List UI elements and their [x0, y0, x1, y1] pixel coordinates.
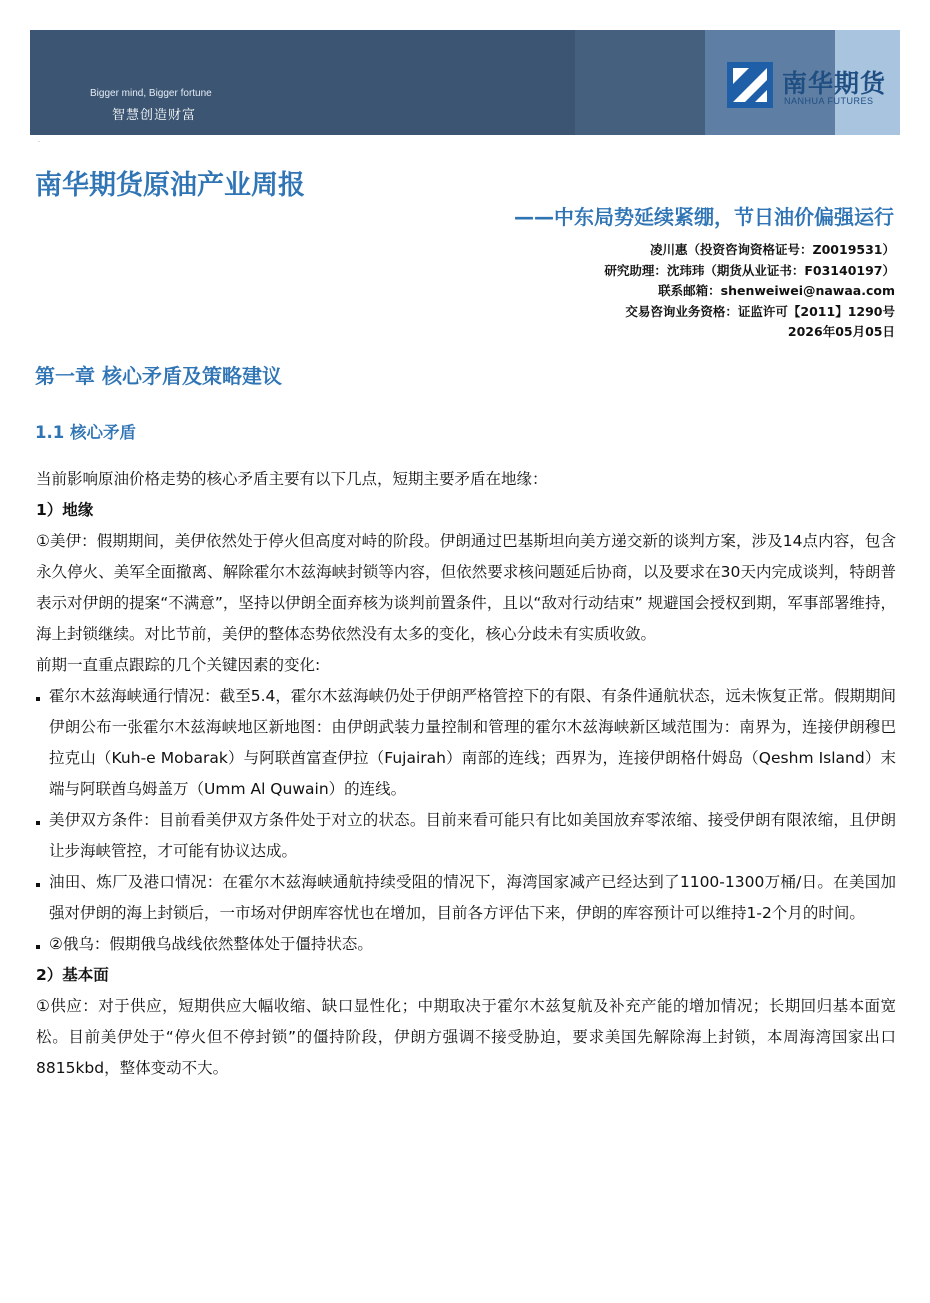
bullet-russia-ukraine: ②俄乌：假期俄乌战线依然整体处于僵持状态。 — [36, 929, 896, 960]
decorative-dot: · — [38, 138, 41, 146]
banner-panel — [575, 30, 705, 135]
logo-text-chinese: 南华期货 — [782, 69, 887, 98]
author-info — [604, 240, 895, 343]
license-line: 交易咨询业务资格：证监许可【2011】1290号 — [625, 303, 895, 319]
logo-text-english: NANHUA FUTURES — [784, 96, 874, 106]
report-body — [36, 464, 896, 1084]
bullet-conditions: 美伊双方条件：目前看美伊双方条件处于对立的状态。目前来看可能只有比如美国放弃零浓缩、接受伊朗有限浓缩，且伊朗让步海峡管控，才可能有协议达成。 — [36, 805, 896, 867]
intro-paragraph: 当前影响原油价格走势的核心矛盾主要有以下几点，短期主要矛盾在地缘： — [36, 470, 548, 488]
nanhua-logo-icon — [727, 62, 773, 108]
paragraph-us-iran: ①美伊：假期期间，美伊依然处于停火但高度对峙的阶段。伊朗通过巴基斯坦向美方递交新的谈判方案，涉及14点内容，包含永久停火、美军全面撤离、解除霍尔木兹海峡封锁等内容，但依然要求核问题延后协商，以及要求在30天内完成谈判，特朗普表示对伊朗的提案“不满意”，坚持以伊朗全面弃核为谈判前置条件，且以“敌对行动结束” 规避国会授权到期，军事部署维持，海上封锁继续。对比节前，美伊的整体态势依然没有太多的变化，核心分歧未有实质收敛。 — [36, 532, 896, 643]
chapter-heading: 第一章 核心矛盾及策略建议 — [35, 364, 282, 388]
email-label: 联系邮箱： — [658, 283, 721, 298]
paragraph-key-factors: 前期一直重点跟踪的几个关键因素的变化: — [36, 656, 321, 674]
report-date: 2026年05月05日 — [787, 324, 895, 339]
paragraph-supply: ①供应：对于供应，短期供应大幅收缩、缺口显性化；中期取决于霍尔木兹复航及补充产能的增加情况；长期回归基本面宽松。目前美伊处于“停火但不停封锁”的僵持阶段，伊朗方强调不接受胁迫，要求美国先解除海上封锁，本周海湾国家出口8815kbd，整体变动不大。 — [36, 997, 896, 1077]
email-line — [604, 281, 895, 302]
bullet-oilfields: 油田、炼厂及港口情况：在霍尔木兹海峡通航持续受阻的情况下，海湾国家减产已经达到了1100-1300万桶/日。在美国加强对伊朗的海上封锁后，一市场对伊朗库容忧也在增加，目前各方评估下来，伊朗的库容预计可以维持1-2个月的时间。 — [36, 867, 896, 929]
slogan-chinese: 智慧创造财富 — [112, 108, 197, 123]
bullet-hormuz: 霍尔木兹海峡通行情况：截至5.4，霍尔木兹海峡仍处于伊朗严格管控下的有限、有条件通航状态，远未恢复正常。假期期间伊朗公布一张霍尔木兹海峡地区新地图：由伊朗武装力量控制和管理的霍尔木兹海峡新区域范围为：南界为，连接伊朗穆巴拉克山（Kuh-e Mobarak）与阿联酋富查伊拉（Fujairah）南部的连线；西界为，连接伊朗格什姆岛（Qeshm Island）末端与阿联酋乌姆盖万（Umm Al Quwain）的连线。 — [36, 681, 896, 805]
subheading-fundamentals: 2）基本面 — [36, 966, 109, 984]
subheading-geopolitics: 1）地缘 — [36, 501, 94, 519]
section-heading: 1.1 核心矛盾 — [35, 423, 136, 442]
assistant-line: 研究助理：沈玮玮（期货从业证书：F03140197） — [604, 262, 895, 278]
report-subtitle: ——中东局势延续紧绷，节日油价偏强运行 — [514, 205, 894, 229]
header-banner — [30, 30, 900, 135]
email-link[interactable]: shenweiwei@nawaa.com — [720, 283, 895, 298]
report-title: 南华期货原油产业周报 — [35, 170, 305, 201]
slogan-english: Bigger mind, Bigger fortune — [90, 88, 212, 99]
author-line: 凌川惠（投资咨询资格证号：Z0019531） — [650, 242, 895, 257]
